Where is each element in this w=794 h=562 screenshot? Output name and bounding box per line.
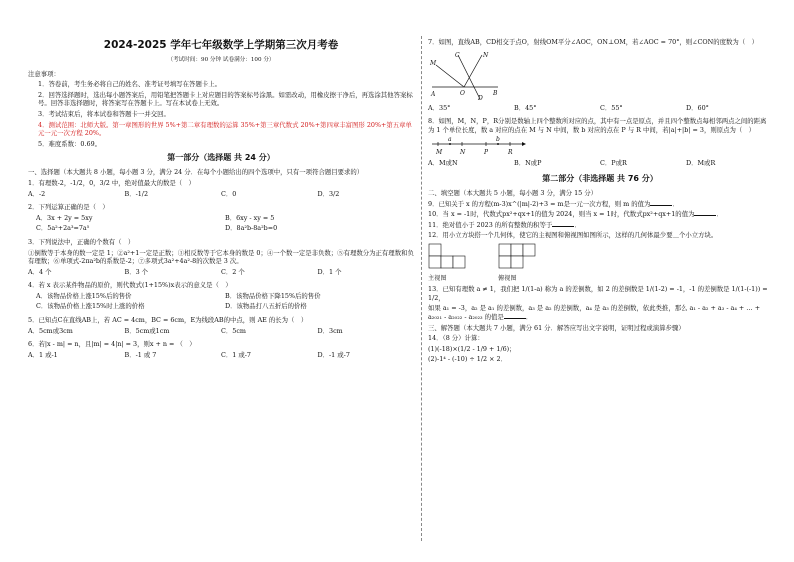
column-divider — [421, 36, 422, 541]
axis-label-n: N — [460, 149, 466, 157]
option: D．M或R — [686, 159, 716, 168]
answer-blank — [552, 226, 574, 227]
q4-options — [28, 292, 414, 311]
q10: 10．当 x = -1时，代数式px²+qx+1的值为 2024，则当 x = 1时，代数式px²+qx+1的值为 ． — [428, 210, 723, 219]
axis-label-m: M — [436, 149, 443, 157]
option: A．M或N — [428, 159, 458, 168]
q1-stem: 1．有理数-2，-1/2，0，3/2 中，绝对值最大的数是（ ） — [28, 178, 195, 187]
axis-label-r: R — [508, 149, 513, 157]
option: C．5a²+2a³=7a⁵ — [36, 224, 90, 233]
option: A．3x + 2y = 5xy — [36, 213, 93, 222]
q7-stem: 7．如图，直线AB，CD相交于点O，射线OM平分∠AOC，ON⊥OM，若∠AOC = 70°，则∠CON的度数为（ ） — [428, 38, 758, 46]
label-c: C — [455, 51, 460, 59]
part2-heading: 第二部分（非选择题 共 76 分） — [542, 173, 658, 183]
label-o: O — [460, 89, 465, 97]
exam-title: 2024-2025 学年七年级数学上学期第三次月考卷 — [103, 39, 339, 51]
label-m: M — [430, 59, 437, 67]
option: B．-1 或 7 — [124, 350, 157, 359]
label-n: N — [483, 51, 489, 59]
q2-options — [28, 214, 414, 233]
option: A．1 或-1 — [28, 350, 58, 359]
ray-on — [464, 55, 482, 87]
answer-blank — [694, 215, 716, 216]
option: C．0 — [221, 189, 237, 198]
option: B．该物品价格下降15%后的售价 — [225, 291, 321, 300]
option: A．-2 — [28, 189, 46, 198]
option: D．1 个 — [317, 267, 342, 276]
part3-intro: 三、解答题（本大题共 7 小题，满分 61 分．解答应写出文字说明，证明过程或演算步骤） — [428, 323, 685, 332]
option: A．4 个 — [28, 267, 52, 276]
top-view-label: 俯视图 — [498, 274, 517, 282]
front-view-grid — [428, 243, 468, 271]
q13b: 如果 a₁ = -3，a₂ 是 a₁ 的差倒数，a₃ 是 a₂ 的差倒数，a₄ 是 a₃ 的差倒数，依此类推，那么 a₁ - a₂ + a₃ - a₄ + … + a₂₀₂₁ - a₂₀₂₂ - a₂₀₂₃ 的值是 ． — [428, 304, 761, 321]
q14-part2: (2)-1⁴ - (-10) ÷ 1/2 × 2． — [428, 355, 507, 364]
q8-stem: 8．如图，M，N，P，R分别是数轴上四个整数所对应的点，其中有一点是原点，并且四个整数点每相邻两点之间的距离为 1 个单位长度，数 a 对应的点在 M 与 N 中间，数 b 对应的点在 P 与 R 中间，若|a|+|b| = 3，则原点为（ ） — [428, 117, 767, 134]
q14-stem: 14．（8 分）计算： — [428, 334, 484, 343]
axis-label-b: b — [496, 136, 500, 144]
axis-label-a: a — [448, 136, 452, 144]
q8-options — [428, 159, 772, 168]
arrow-icon — [522, 142, 526, 146]
point-b — [497, 143, 499, 145]
q2-stem: 2．下列运算正确的是（ ） — [28, 203, 109, 212]
q9: 9．已知关于 x 的方程(m-3)x^(|m|-2)+3 = m是一元一次方程，则 m 的值为 ． — [428, 199, 679, 208]
option: D．60° — [686, 103, 709, 112]
answer-blank — [650, 205, 672, 206]
option: D．该物品打八五折后的价格 — [225, 302, 307, 311]
option: B．45° — [514, 103, 537, 112]
option: B．5cm或1cm — [124, 326, 170, 335]
label-b: B — [493, 89, 498, 97]
q4-stem: 4．若 x 表示某件物品的原价，则代数式(1+15%)x表示的意义是（ ） — [28, 281, 232, 290]
left-column — [28, 38, 414, 364]
q12-views — [428, 243, 772, 283]
ray-om — [436, 65, 464, 87]
point-a — [449, 143, 451, 145]
label-d: D — [478, 94, 483, 101]
top-view — [498, 243, 538, 283]
front-view-label: 主视图 — [428, 274, 447, 282]
q3-options — [28, 268, 414, 277]
top-view-grid — [498, 243, 538, 271]
notice-item: 5．难度系数：0.69。 — [38, 139, 102, 148]
right-column — [428, 38, 772, 366]
exam-info: （考试时间：90 分钟 试卷满分：100 分） — [167, 57, 275, 63]
axis-label-p: P — [484, 149, 489, 157]
label-a: A — [431, 90, 436, 98]
notice-heading: 注意事项： — [28, 69, 60, 78]
option: A．5cm或3cm — [28, 326, 73, 335]
option: C．55° — [600, 103, 623, 112]
q7-options — [428, 104, 772, 113]
q3-statements: ①倒数等于本身的数一定是 1；②a²+1一定是正数；③相反数等于它本身的数是 0；④一个数一定是非负数；⑤有理数分为正有理数和负有理数；⑥单项式-2πa²b的系数是-2；⑦多项式3a²+4a²-8的次数是 3 次。 — [28, 248, 414, 266]
notice-item: 2．回答选择题时，选出每小题答案后，用铅笔把答题卡上对应题目的答案标号涂黑。如需改动，用橡皮擦干净后，再选涂其他答案标号。回答非选择题时，将答案写在答题卡上。写在本试卷上无效。 — [38, 90, 413, 108]
q13a: 13．已知有理数 a ≠ 1，我们把 1/(1-a) 称为 a 的差倒数，如 2 的差倒数是 1/(1-2) = -1，-1 的差倒数是 1/(1-(-1)) = 1/2， — [428, 285, 768, 302]
answer-blank — [504, 318, 526, 319]
option: A．35° — [428, 103, 451, 112]
option: C．2 个 — [221, 267, 245, 276]
q3-stem: 3．下列说法中，正确的个数有（ ） — [28, 237, 135, 246]
option: B．3 个 — [124, 267, 149, 276]
q14-part1: (1)(-18)×(1/2 - 1/9 + 1/6)； — [428, 344, 516, 353]
part1-intro: 一、选择题（本大题共 8 小题，每小题 3 分，满分 24 分．在每个小题给出的四个选项中，只有一项符合题目要求的） — [28, 168, 364, 177]
option: B．N或P — [514, 159, 542, 168]
part1-heading: 第一部分（选择题 共 24 分） — [167, 153, 275, 163]
option: C．该物品价格上涨15%时上涨的价格 — [36, 302, 145, 311]
option: C．P或R — [600, 159, 627, 168]
q6-options — [28, 351, 414, 360]
notice-item: 3．考试结束后，将本试卷和答题卡一并交回。 — [38, 109, 170, 118]
option: D．3cm — [317, 326, 343, 335]
number-line-figure — [428, 136, 528, 156]
option: C．5cm — [221, 326, 246, 335]
option: D．8a²b-8a²b=0 — [225, 224, 278, 233]
option: C．1 或-7 — [221, 350, 251, 359]
part2-intro: 二、填空题（本大题共 5 小题，每小题 3 分，满分 15 分） — [428, 188, 598, 197]
option: D．-1 或-7 — [317, 350, 350, 359]
option: B．6xy - xy = 5 — [225, 213, 275, 222]
q5-options — [28, 327, 414, 336]
notice-item: 1．答卷前，考生务必将自己的姓名、准考证号填写在答题卡上。 — [38, 80, 222, 89]
front-view — [428, 243, 468, 283]
angle-figure — [428, 49, 508, 101]
q5-stem: 5．已知点C在直线AB上，若 AC = 4cm，BC = 6cm，E为线段AB的中点，则 AE 的长为（ ） — [28, 316, 308, 325]
option: A．该物品价格上涨15%后的售价 — [36, 291, 132, 300]
q11: 11．绝对值小于 2023 的所有整数的积等于 ． — [428, 220, 581, 229]
q1-options — [28, 190, 414, 199]
q6-stem: 6．若|x - m| = n，且|m| = 4|n| = 3，则x + n = （ ） — [28, 340, 196, 349]
notice-item-scope: 4．测试范围：北师大版。第一章图形的世界 5%+第二章有理数的运算 35%+第三章代数式 20%+第四章丰富图形 20%+第五章单元一元一次方程 20%。 — [38, 120, 412, 138]
option: B．-1/2 — [124, 189, 149, 198]
q12: 12．用小立方块搭一个几何体，使它的主视图和俯视图如图所示，这样的几何体最少要＿个小立方块。 — [428, 231, 718, 240]
option: D．3/2 — [317, 189, 340, 198]
